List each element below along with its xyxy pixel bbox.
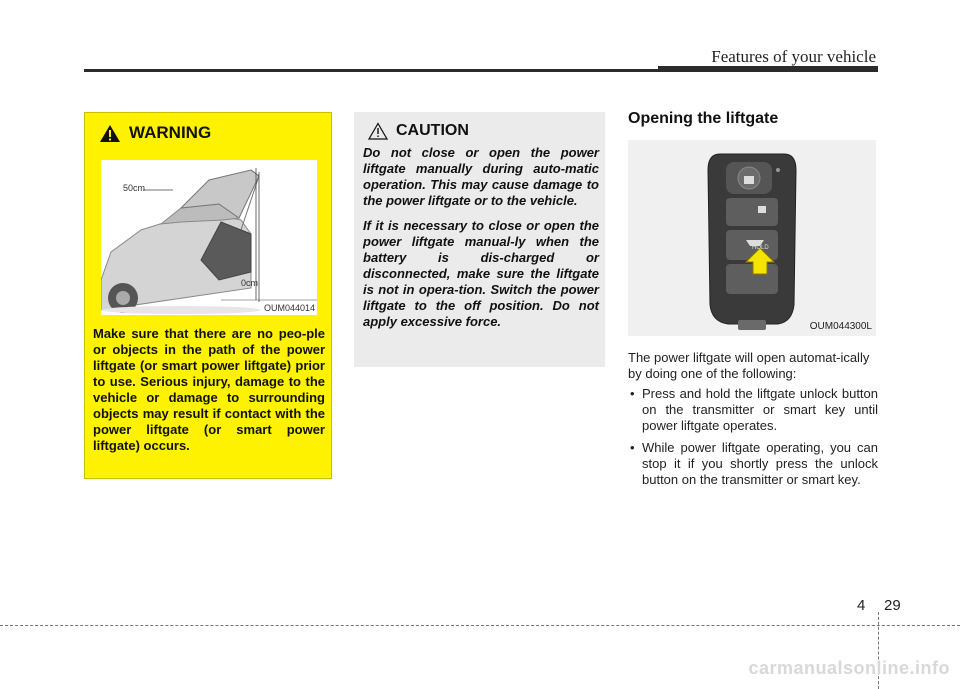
- intro-paragraph: The power liftgate will open automat-ically by doing one of the following:: [628, 350, 870, 381]
- header-tab: [658, 66, 878, 72]
- caution-paragraph: If it is necessary to close or open the power liftgate manual-ly when the battery is dis-charged or disconnected, make sure the liftgate is not in opera-tion. Switch the power liftgate to the off position. Do not apply excessive force.: [363, 218, 599, 329]
- caution-header: [368, 122, 469, 140]
- key-hold-label: HOLD: [752, 245, 769, 251]
- section-title: Opening the liftgate: [628, 110, 779, 127]
- smart-key-figure: [628, 140, 876, 336]
- footer-rule: [0, 625, 960, 626]
- list-item: [628, 386, 878, 434]
- smart-key-illustration: [628, 140, 876, 336]
- caution-box: [354, 112, 605, 367]
- dimension-0cm-label: 0cm: [241, 278, 259, 288]
- warning-image-code: OUM044014: [263, 303, 315, 313]
- chapter-number: 4: [857, 597, 866, 614]
- warning-header: [99, 123, 211, 143]
- caution-paragraph: Do not close or open the power liftgate manually during auto-matic operation. This may cause damage to the power liftgate or to the vehicle.: [363, 145, 599, 208]
- bullet-text: While power liftgate operating, you can stop it if you shortly press the unlock button on the transmitter or smart key.: [642, 440, 878, 487]
- warning-text: Make sure that there are no peo-ple or objects in the path of the power liftgate (or smart power liftgate) prior to use. Serious injury, damage to the vehicle or damage to surrounding objects may result if contact with the power liftgate (or smart power liftgate) occurs.: [93, 326, 325, 453]
- bullet-icon: •: [630, 386, 635, 401]
- key-image-code: OUM044300L: [809, 321, 872, 332]
- list-item: [628, 440, 878, 488]
- header-title: Features of your vehicle: [711, 47, 876, 66]
- bullet-text: Press and hold the liftgate unlock button on the transmitter or smart key until power liftgate operates.: [642, 386, 878, 433]
- warning-label: WARNING: [129, 123, 212, 142]
- bullet-list: [628, 386, 878, 494]
- liftgate-clearance-image: [101, 160, 317, 315]
- warning-box: [84, 112, 332, 479]
- caution-triangle-icon: [368, 122, 388, 140]
- caution-label: CAUTION: [396, 122, 469, 139]
- dimension-50cm-label: 50cm: [123, 183, 146, 193]
- caution-text: [363, 145, 599, 339]
- bullet-icon: •: [630, 440, 635, 455]
- page-number: 29: [884, 597, 901, 614]
- warning-triangle-icon: [99, 124, 121, 143]
- watermark: carmanualsonline.info: [748, 658, 950, 678]
